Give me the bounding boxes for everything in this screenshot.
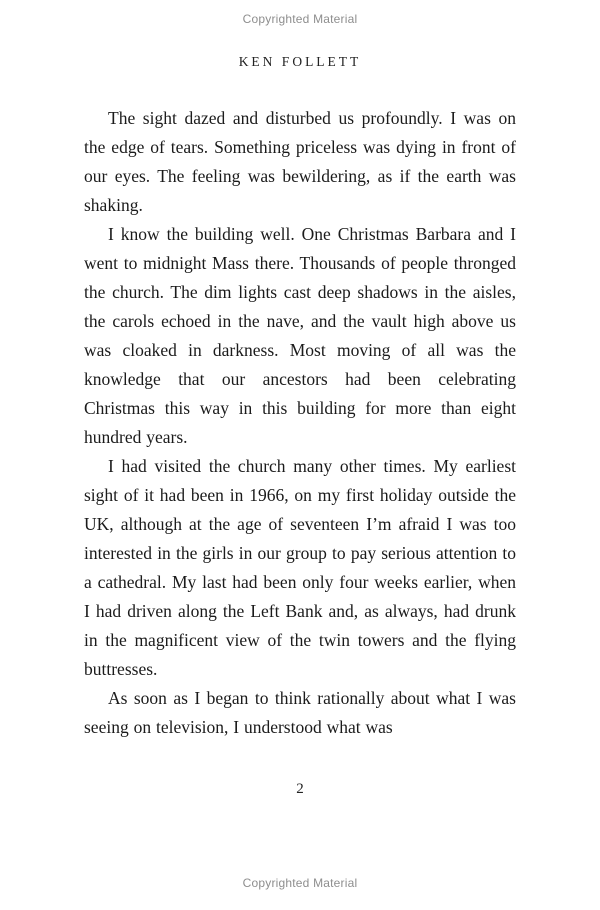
running-header-author: KEN FOLLETT — [238, 54, 362, 69]
copyright-notice-top: Copyrighted Material — [242, 12, 358, 26]
body-text — [84, 104, 516, 742]
paragraph-1: The sight dazed and disturbed us profoundly. I was on the edge of tears. Something priceless was dying in front of our eyes. The feeling was bewildering, as if the earth was shaking. — [84, 108, 516, 215]
page-number: 2 — [296, 781, 304, 797]
paragraph-4: As soon as I began to think rationally about what I was seeing on television, I understood what was — [84, 688, 516, 737]
paragraph-2: I know the building well. One Christmas Barbara and I went to midnight Mass there. Thousands of people thronged the church. The dim lights cast deep shadows in the aisles, the carols echoed in the nave, and the vault high above us was cloaked in darkness. Most moving of all was the knowledge that our ancestors had been celebrating Christmas this way in this building for more than eight hundred years. — [84, 224, 516, 447]
paragraph-3: I had visited the church many other times. My earliest sight of it had been in 1966, on my first holiday outside the UK, although at the age of seventeen I’m afraid I was too interested in the girls in our group to pay serious attention to a cathedral. My last had been only four weeks earlier, when I had driven along the Left Bank and, as always, had drunk in the magnificent view of the twin towers and the flying buttresses. — [84, 456, 516, 679]
copyright-notice-bottom: Copyrighted Material — [242, 876, 358, 890]
